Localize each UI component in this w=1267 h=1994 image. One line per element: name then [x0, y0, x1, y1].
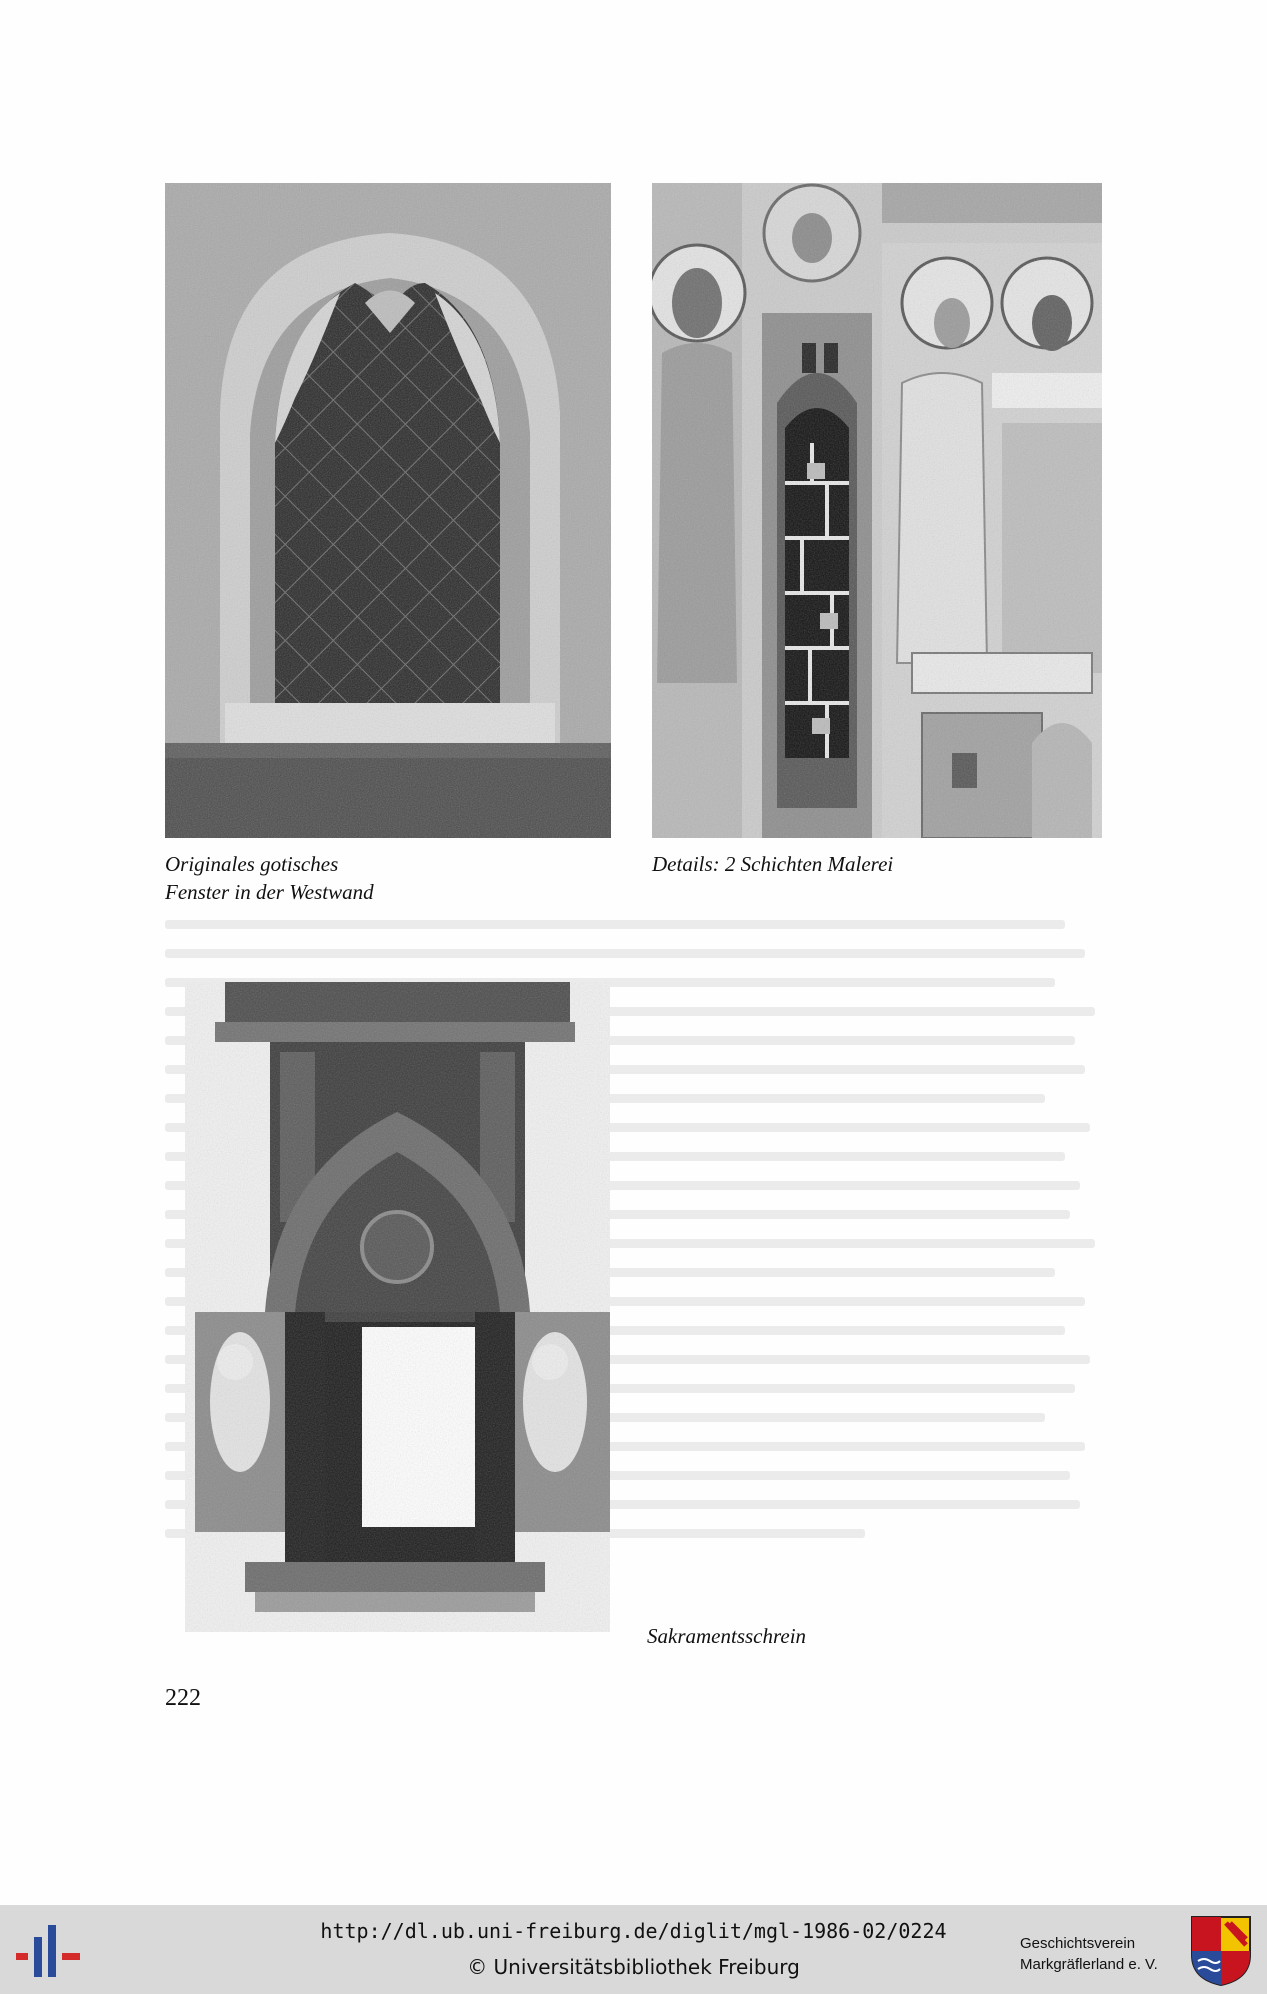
caption-shrine: Sakramentsschrein: [647, 1624, 807, 1648]
photo-gothic-window: [165, 183, 611, 838]
caption-window-line1: Originales gotisches: [165, 852, 339, 876]
org-name-line1: Geschichtsverein: [1020, 1935, 1136, 1952]
document-url-link[interactable]: http://dl.ub.uni-freiburg.de/diglit/mgl-1986-02/0224: [320, 1919, 947, 1943]
page-number: 222: [165, 1685, 201, 1711]
org-name-line2: Markgräflerland e. V.: [1020, 1956, 1158, 1973]
copyright-text: © Universitätsbibliothek Freiburg: [467, 1955, 800, 1979]
footer-bar: [0, 1905, 1267, 1994]
caption-window-line2: Fenster in der Westwand: [165, 880, 374, 904]
photo-sacrament-shrine: [185, 982, 610, 1632]
photo-painting-details: [652, 183, 1102, 838]
markgraeflerland-crest-icon: [1190, 1915, 1252, 1987]
caption-window: [165, 850, 374, 906]
caption-details: Details: 2 Schichten Malerei: [652, 852, 894, 876]
